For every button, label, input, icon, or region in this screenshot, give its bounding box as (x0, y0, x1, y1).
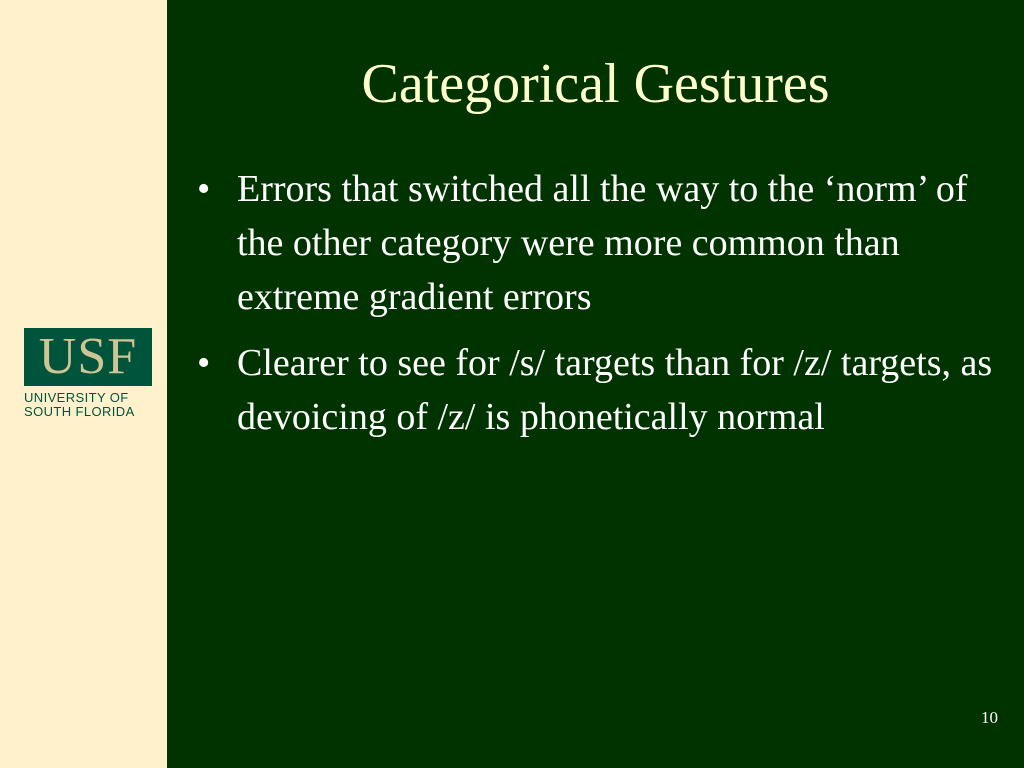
usf-logo-box (24, 328, 152, 386)
usf-logo-mark: USF (38, 328, 138, 385)
usf-logo-line-1: UNIVERSITY OF (24, 390, 129, 405)
bullet-marker: • (197, 342, 211, 384)
side-panel (0, 0, 167, 768)
bullet-text: Clearer to see for /s/ targets than for /z/ targets, as devoicing of /z/ is phonetically normal (237, 342, 993, 438)
page-number: 10 (981, 708, 998, 727)
slide-content (167, 0, 1024, 768)
bullet-marker: • (197, 168, 211, 210)
slide-title: Categorical Gestures (361, 53, 830, 115)
bullet-list (197, 162, 1007, 456)
bullet-item (197, 336, 1007, 444)
bullet-text: Errors that switched all the way to the ‘norm’ of the other category were more common than extreme gradient errors (237, 168, 968, 318)
usf-logo-line-2: SOUTH FLORIDA (24, 404, 135, 419)
usf-logo (24, 328, 156, 419)
bullet-item (197, 162, 1007, 324)
